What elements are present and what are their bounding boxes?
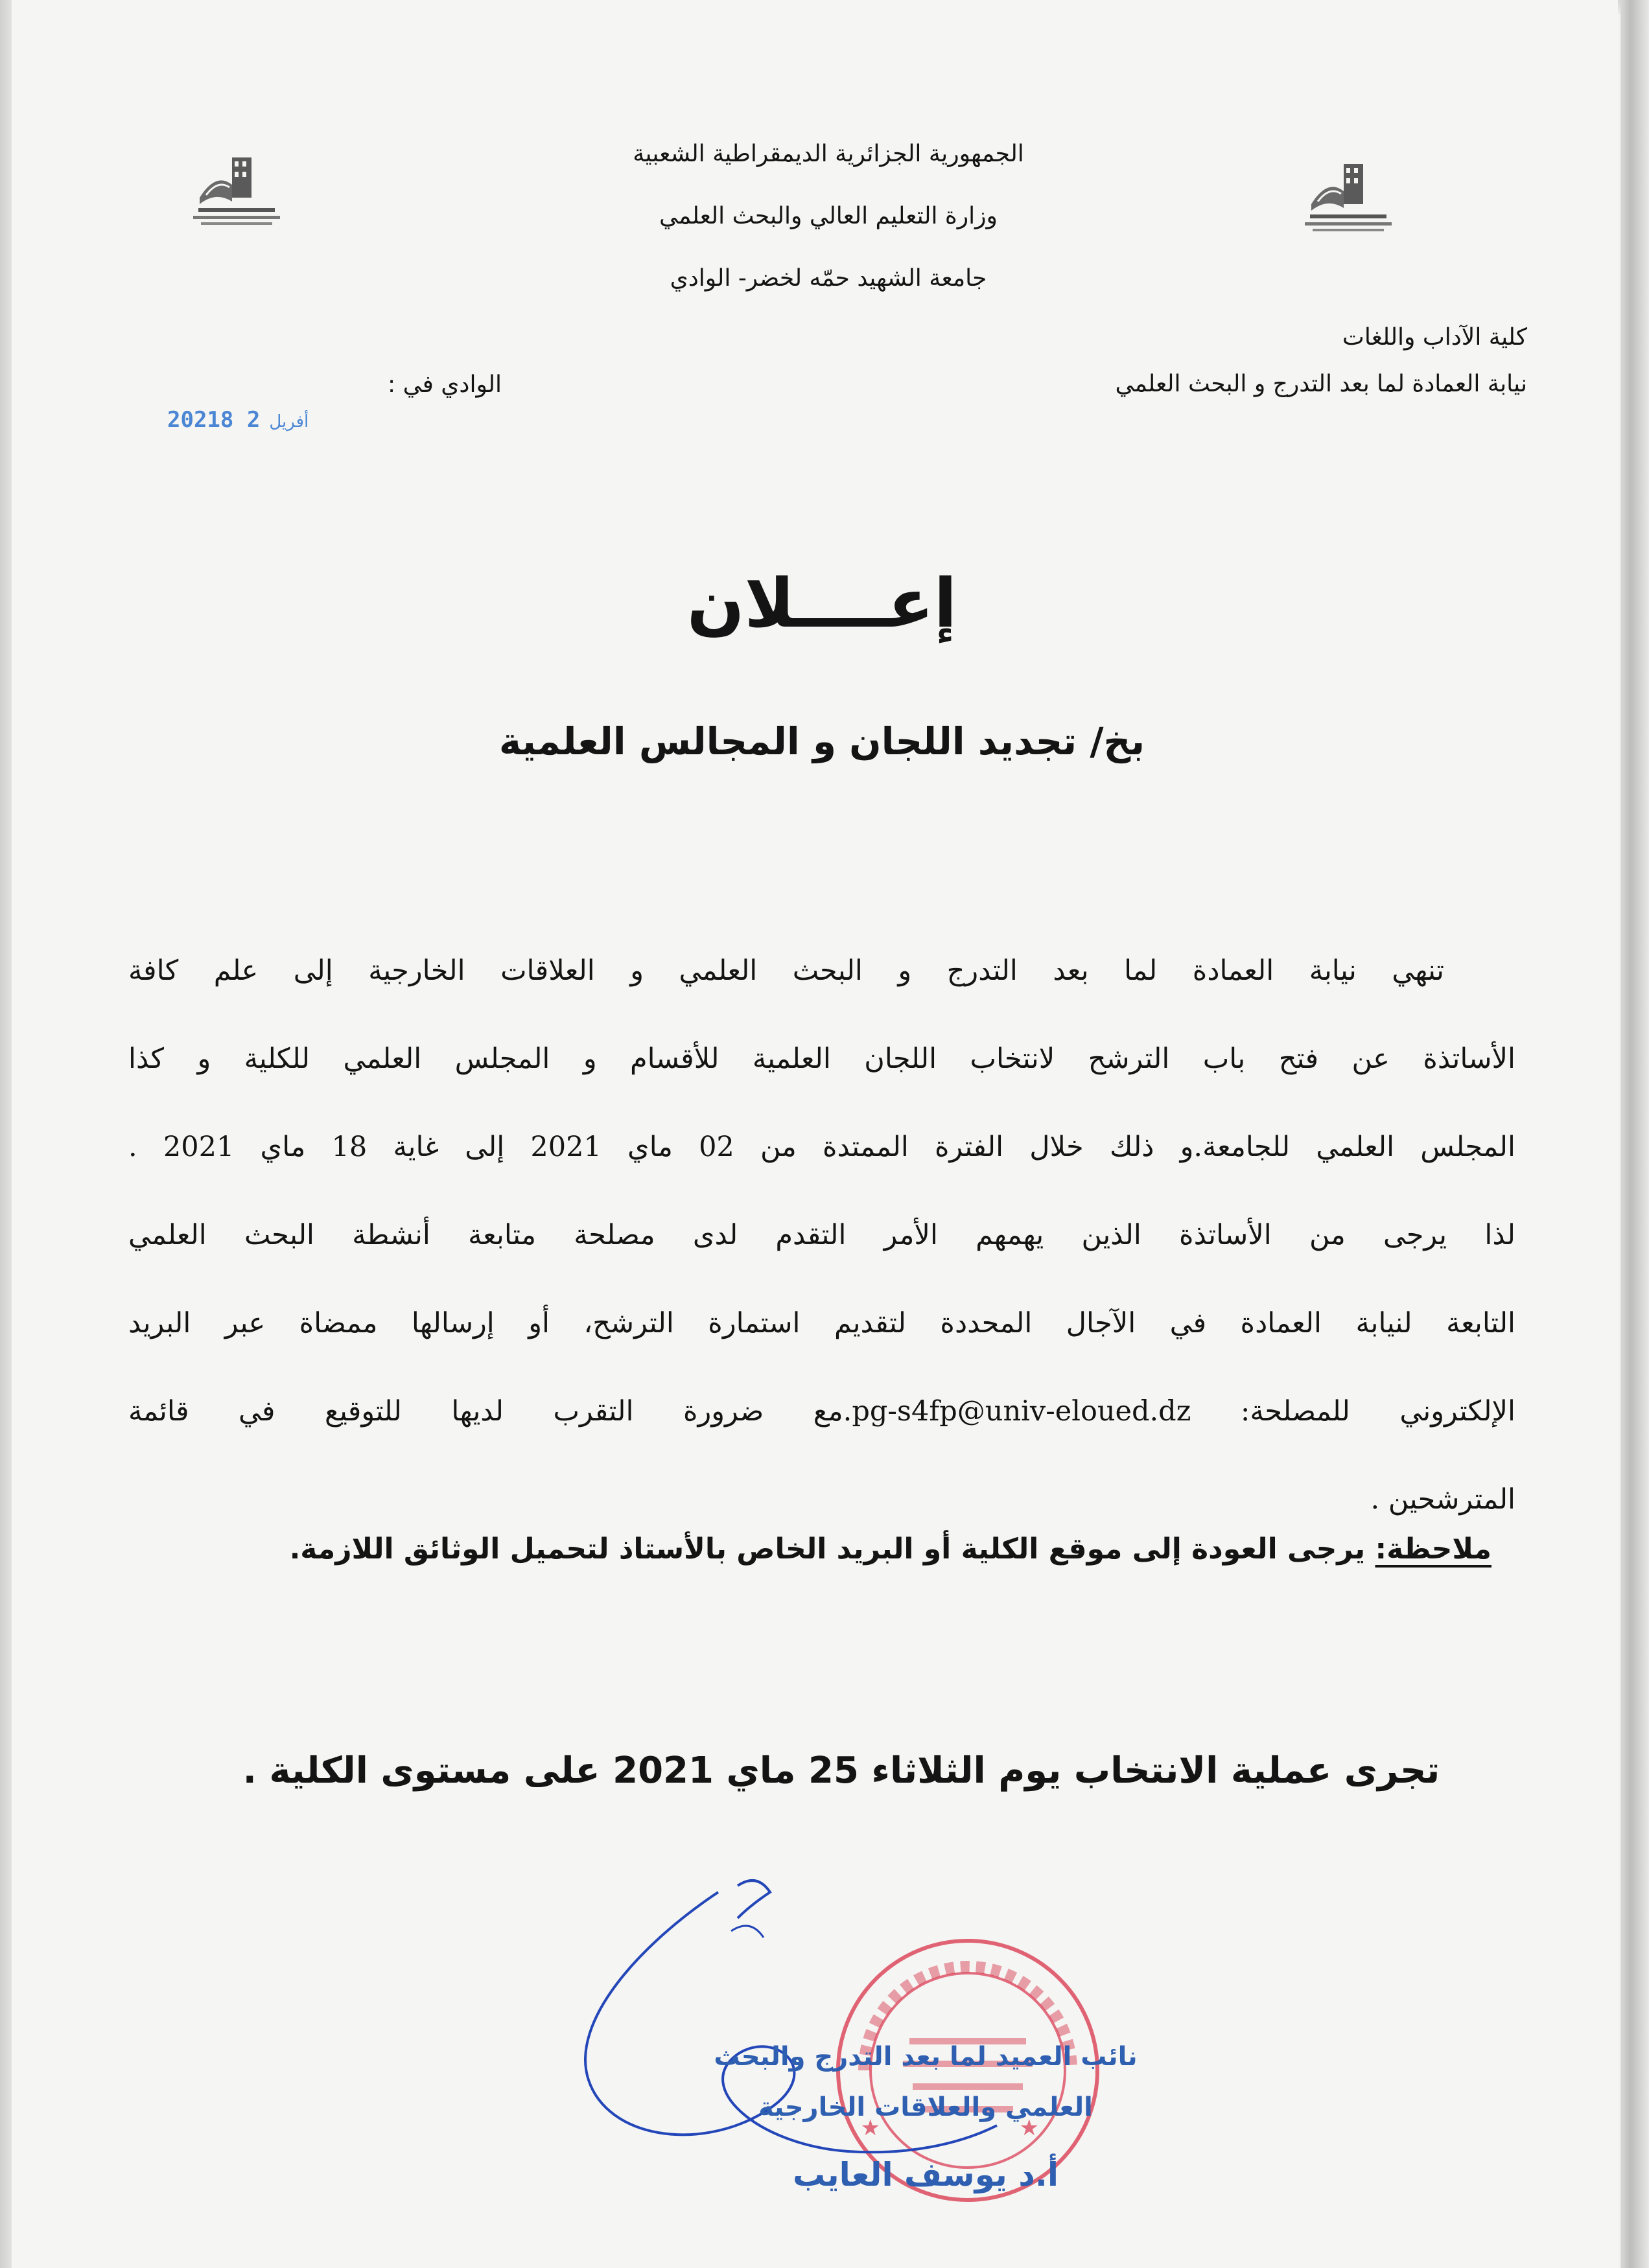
svg-text:★: ★ xyxy=(860,2115,880,2141)
signer-title: العلمي والعلاقات الخارجية xyxy=(758,2092,1093,2122)
body-line: المجلس العلمي للجامعة.و ذلك خلال الفترة الممتدة من 02 ماي 2021 إلى غاية 18 ماي 2021 . xyxy=(128,1131,1515,1163)
university-logo-icon xyxy=(187,146,284,243)
date-month: أفريل xyxy=(269,412,309,432)
university-name: جامعة الشهيد حمّه لخضر- الوادي xyxy=(670,265,987,292)
body-line: الأساتذة عن فتح باب الترشح لانتخاب اللجان العلمية للأقسام و المجلس العلمي للكلية و كذا xyxy=(128,1043,1515,1075)
ministry-name: وزارة التعليم العالي والبحث العلمي xyxy=(659,203,998,229)
body-line: تنهي نيابة العمادة لما بعد التدرج و البحث العلمي و العلاقات الخارجية إلى علم كافة xyxy=(128,955,1444,987)
republic-name: الجمهورية الجزائرية الديمقراطية الشعبية xyxy=(633,141,1024,167)
body-line: المترشحين . xyxy=(1370,1483,1515,1516)
office-name: نيابة العمادة لما بعد التدرج و البحث العلمي xyxy=(1115,371,1527,397)
announcement-title: إعــــلان xyxy=(686,564,957,643)
document-page xyxy=(12,0,1618,2268)
signer-name: أ.د يوسف العايب xyxy=(792,2156,1059,2193)
university-logo-icon xyxy=(1298,152,1396,249)
date-stamp xyxy=(167,407,318,433)
svg-text:★: ★ xyxy=(1019,2115,1039,2141)
announcement-subject: بخ/ تجديد اللجان و المجالس العلمية xyxy=(498,719,1145,763)
signer-title: نائب العميد لما بعد التدرج والبحث xyxy=(714,2042,1138,2072)
body-line: الإلكتروني للمصلحة: pg-s4fp@univ-eloued.dz.مع ضرورة التقرب لديها للتوقيع في قائمة xyxy=(128,1395,1515,1428)
date-day: 2 8 xyxy=(220,407,261,433)
page-left-edge xyxy=(0,0,12,2268)
body-line: التابعة لنيابة العمادة في الآجال المحددة لتقديم استمارة الترشح، أو إرسالها ممضاة عبر البريد xyxy=(128,1307,1515,1339)
election-notice: تجرى عملية الانتخاب يوم الثلاثاء 25 ماي 2021 على مستوى الكلية . xyxy=(242,1750,1440,1792)
body-line: لذا يرجى من الأساتذة الذين يهمهم الأمر التقدم لدى مصلحة متابعة أنشطة البحث العلمي xyxy=(128,1219,1515,1251)
note xyxy=(290,1533,1491,1566)
signer-block xyxy=(660,2031,1191,2200)
official-header xyxy=(530,123,1127,310)
faculty-name: كلية الآداب واللغات xyxy=(1342,324,1527,351)
note-label: ملاحظة: xyxy=(1375,1533,1491,1566)
announcement-body xyxy=(128,927,1515,1544)
page-right-edge xyxy=(1620,0,1649,2268)
note-text: يرجى العودة إلى موقع الكلية أو البريد الخاص بالأستاذ لتحميل الوثائق اللازمة. xyxy=(289,1533,1375,1566)
date-label: الوادي في : xyxy=(388,371,502,398)
faculty-block xyxy=(1115,314,1527,408)
date-year: 2021 xyxy=(167,407,220,433)
